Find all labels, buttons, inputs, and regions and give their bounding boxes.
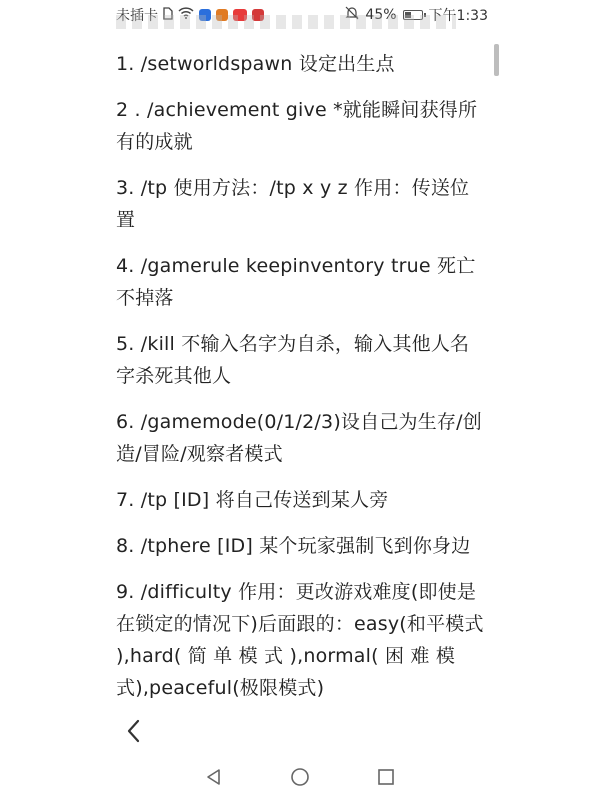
battery-percent: 45%	[365, 7, 397, 23]
list-item: 9. /difficulty 作用：更改游戏难度(即使是在锁定的情况下)后面跟的：easy(和平模式 ),hard( 简 单 模 式 ),normal( 困 难 模 式),peaceful(极限模式)	[116, 581, 484, 699]
scrollbar[interactable]	[494, 44, 499, 76]
list-item: 8. /tphere [ID] 某个玩家强制飞到你身边	[116, 535, 471, 557]
carrier-label: 未插卡	[116, 8, 158, 24]
chevron-left-icon[interactable]	[122, 716, 146, 746]
list-item: 3. /tp 使用方法：/tp x y z 作用：传送位置	[116, 177, 470, 231]
home-circle-icon[interactable]	[290, 767, 310, 787]
clock: 下午1:33	[428, 8, 488, 24]
clipped-text-line	[116, 15, 456, 29]
list-item: 7. /tp [ID] 将自己传送到某人旁	[116, 489, 389, 511]
list-item: 5. /kill 不输入名字为自杀，输入其他人名字杀死其他人	[116, 333, 470, 387]
list-item: 1. /setworldspawn 设定出生点	[116, 53, 395, 75]
list-item: 6. /gamemode(0/1/2/3)设自己为生存/创造/冒险/观察者模式	[116, 411, 482, 465]
list-item: 2 . /achievement give *就能瞬间获得所有的成就	[116, 99, 478, 153]
system-nav-bar	[0, 755, 600, 799]
recents-square-icon[interactable]	[376, 767, 396, 787]
article-content[interactable]	[116, 48, 486, 713]
back-triangle-icon[interactable]	[204, 767, 224, 787]
list-item: 4. /gamerule keepinventory true 死亡不掉落	[116, 255, 476, 309]
